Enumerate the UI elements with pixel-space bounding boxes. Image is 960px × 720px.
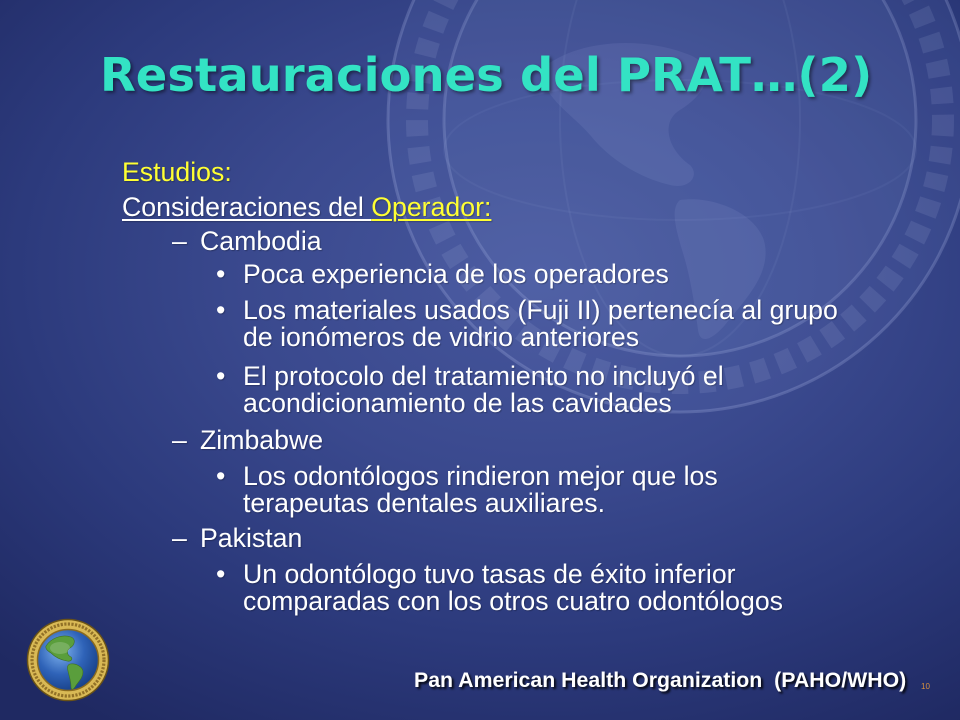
bullet-text-line: Los odontólogos rindieron mejor que los (243, 461, 718, 491)
bullet-text-line: Un odontólogo tuvo tasas de éxito inferior (243, 559, 736, 589)
considerations-heading (122, 194, 491, 221)
considerations-prefix: Consideraciones del (122, 192, 372, 222)
slide-title: Restauraciones del PRAT…(2) (100, 48, 873, 102)
section-dash: – (172, 226, 187, 256)
bullet-text-line: terapeutas dentales auxiliares. (243, 488, 605, 518)
bullet-text-line: de ionómeros de vidrio anteriores (243, 322, 640, 352)
bullet-text-line: Los materiales usados (Fuji II) pertenecía al grupo (243, 295, 838, 325)
bullet-text-line: El protocolo del tratamiento no incluyó el (243, 361, 724, 391)
bullet-marker: • (216, 259, 226, 289)
section-dash: – (172, 523, 187, 553)
paho-emblem-logo-icon (26, 618, 110, 702)
slide-number: 10 (921, 682, 930, 691)
bullet-text-line: acondicionamiento de las cavidades (243, 388, 672, 418)
section-label: Zimbabwe (200, 425, 324, 455)
section-dash: – (172, 425, 187, 455)
considerations-highlight: Operador: (371, 192, 492, 222)
bullet-marker: • (216, 295, 226, 325)
bullet-marker: • (216, 361, 226, 391)
footer-organization: Pan American Health Organization (PAHO/WHO) (414, 668, 907, 692)
bullet-marker: • (216, 461, 226, 491)
section-label: Pakistan (200, 523, 303, 553)
studies-label: Estudios: (122, 157, 232, 187)
section-label: Cambodia (200, 226, 322, 256)
logo-globe-highlight (50, 642, 70, 654)
bullet-text-line: Poca experiencia de los operadores (243, 259, 669, 289)
bullet-text-line: comparadas con los otros cuatro odontólogos (243, 586, 784, 616)
bullet-marker: • (216, 559, 226, 589)
